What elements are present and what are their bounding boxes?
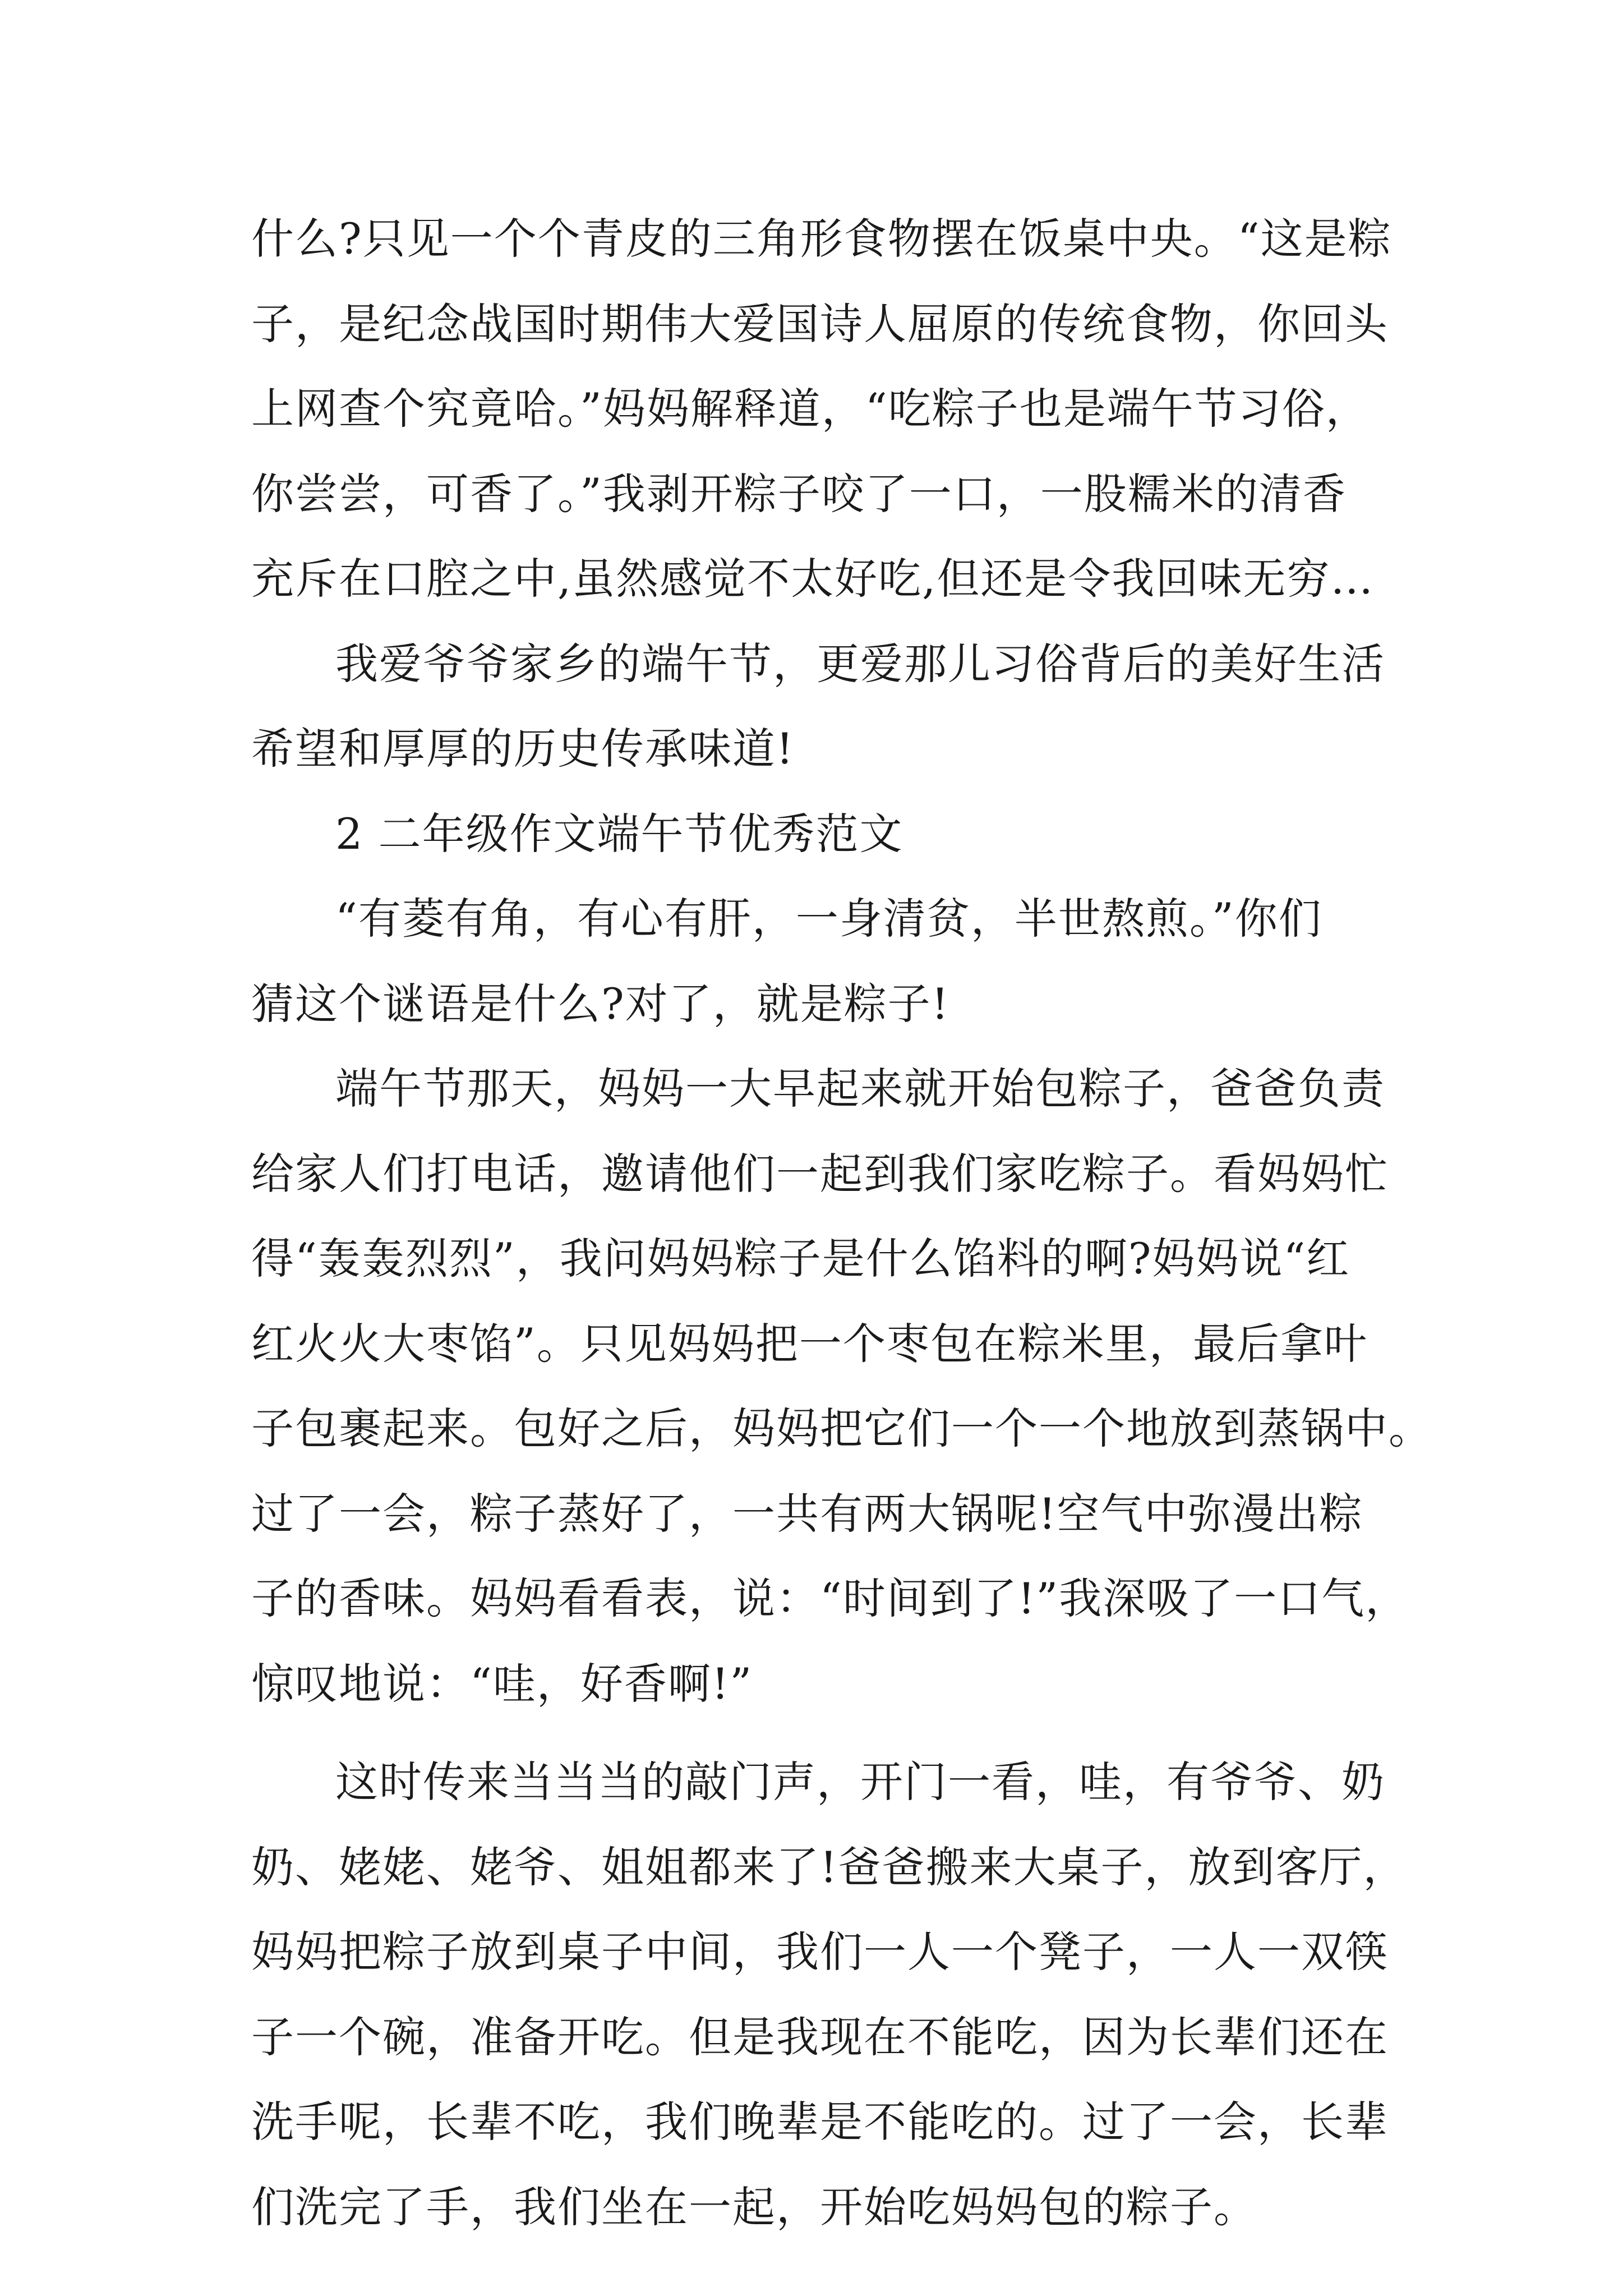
text-line: 这时传来当当当的敲门声，开门一看，哇，有爷爷、奶 bbox=[335, 1757, 1385, 1807]
text-line: 们洗完了手，我们坐在一起，开始吃妈妈包的粽子。 bbox=[251, 2182, 1257, 2232]
text-line: 充斥在口腔之中,虽然感觉不太好吃,但还是令我回味无穷… bbox=[251, 554, 1375, 604]
text-line: 子包裹起来。包好之后，妈妈把它们一个一个地放到蒸锅中。 bbox=[251, 1404, 1432, 1453]
text-line: 子，是纪念战国时期伟大爱国诗人屈原的传统食物，你回头 bbox=[251, 298, 1389, 349]
text-line: 奶、姥姥、姥爷、姐姐都来了!爸爸搬来大桌子，放到客厅， bbox=[251, 1842, 1407, 1892]
paragraph-gap bbox=[251, 1726, 1378, 1740]
text-line: 端午节那天，妈妈一大早起来就开始包粽子，爸爸负责 bbox=[335, 1064, 1385, 1114]
text-line: 你尝尝，可香了。”我剥开粽子咬了一口，一股糯米的清香 bbox=[251, 468, 1347, 519]
text-line: 子的香味。妈妈看看表，说：“时间到了!”我深吸了一口气， bbox=[251, 1573, 1409, 1623]
text-line: 猜这个谜语是什么?对了，就是粽子! bbox=[251, 978, 950, 1029]
text-line: 给家人们打电话，邀请他们一起到我们家吃粽子。看妈妈忙 bbox=[251, 1148, 1389, 1199]
text-line: 子一个碗，准备开吃。但是我现在不能吃，因为长辈们还在 bbox=[251, 2012, 1389, 2062]
essay-body bbox=[251, 196, 1432, 2249]
text-line: “有菱有角，有心有肝，一身清贫，半世熬煎。”你们 bbox=[335, 894, 1322, 944]
text-line: 妈妈把粽子放到桌子中间，我们一人一个凳子，一人一双筷 bbox=[251, 1927, 1389, 1977]
text-line: 我爱爷爷家乡的端午节，更爱那儿习俗背后的美好生活 bbox=[335, 638, 1385, 689]
text-line: 上网查个究竟哈。”妈妈解释道，“吃粽子也是端午节习俗， bbox=[251, 384, 1370, 434]
text-line: 洗手呢，长辈不吃，我们晚辈是不能吃的。过了一会，长辈 bbox=[251, 2097, 1389, 2147]
text-line: 得“轰轰烈烈”，我问妈妈粽子是什么馅料的啊?妈妈说“红 bbox=[251, 1234, 1350, 1283]
text-line: 红火火大枣馅”。只见妈妈把一个枣包在粽米里，最后拿叶 bbox=[251, 1318, 1368, 1369]
text-line: 什么?只见一个个青皮的三角形食物摆在饭桌中央。“这是粽 bbox=[251, 214, 1392, 264]
text-line: 惊叹地说：“哇，好香啊!” bbox=[251, 1658, 753, 1709]
text-line: 希望和厚厚的历史传承味道! bbox=[251, 724, 795, 774]
section-heading: 2 二年级作文端午节优秀范文 bbox=[335, 808, 903, 859]
text-line: 过了一会，粽子蒸好了，一共有两大锅呢!空气中弥漫出粽 bbox=[251, 1488, 1363, 1539]
